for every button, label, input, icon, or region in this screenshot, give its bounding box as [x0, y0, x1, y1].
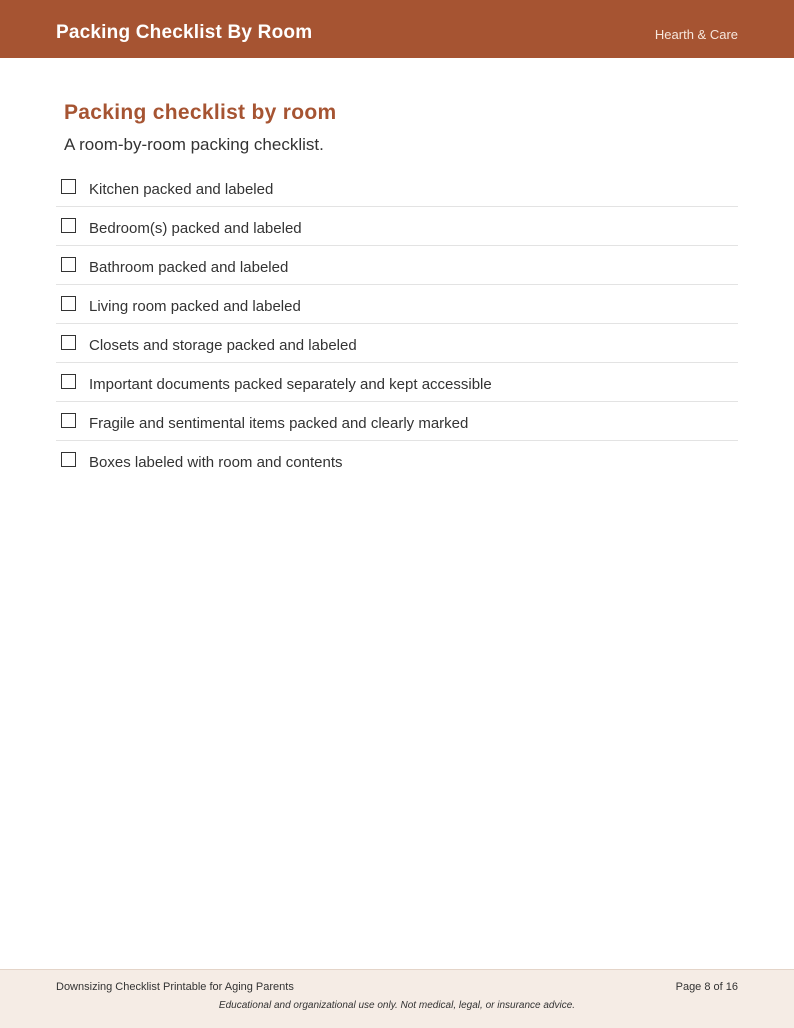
page-number: Page 8 of 16: [675, 981, 738, 993]
checkbox[interactable]: [61, 179, 76, 194]
section-title: Packing checklist by room: [64, 101, 337, 124]
checkbox[interactable]: [61, 452, 76, 467]
checklist-item-kitchen: [56, 168, 738, 207]
checkbox[interactable]: [61, 257, 76, 272]
checklist-item-label: Bathroom packed and labeled: [89, 259, 289, 276]
checklist-item-label: Bedroom(s) packed and labeled: [89, 220, 302, 237]
checkbox[interactable]: [61, 296, 76, 311]
checklist-item-fragile: [56, 402, 738, 441]
checklist-item-label: Living room packed and labeled: [89, 298, 301, 315]
page-footer: [0, 969, 794, 1028]
checklist-item-documents: [56, 363, 738, 402]
section-subtitle: A room-by-room packing checklist.: [64, 135, 324, 154]
checklist-item-label: Kitchen packed and labeled: [89, 181, 274, 198]
checkbox[interactable]: [61, 335, 76, 350]
checklist-item-bedrooms: [56, 207, 738, 246]
checklist-item-label: Important documents packed separately and kept accessible: [89, 376, 492, 393]
checklist-item-label: Boxes labeled with room and contents: [89, 454, 343, 471]
header-title: Packing Checklist By Room: [56, 22, 313, 43]
checklist-item-label: Fragile and sentimental items packed and clearly marked: [89, 415, 469, 432]
checklist-item-closets: [56, 324, 738, 363]
footer-document-title: Downsizing Checklist Printable for Aging Parents: [56, 981, 294, 993]
checklist-item-living-room: [56, 285, 738, 324]
checkbox[interactable]: [61, 218, 76, 233]
checklist-item-label: Closets and storage packed and labeled: [89, 337, 357, 354]
packing-checklist: [56, 168, 738, 480]
page-header: [0, 0, 794, 58]
checklist-item-bathroom: [56, 246, 738, 285]
main-content: [56, 100, 738, 480]
footer-disclaimer: Educational and organizational use only. Not medical, legal, or insurance advice.: [218, 1000, 576, 1011]
checkbox[interactable]: [61, 413, 76, 428]
checkbox[interactable]: [61, 374, 76, 389]
brand-name: Hearth & Care: [654, 27, 738, 42]
checklist-item-boxes: [56, 441, 738, 480]
